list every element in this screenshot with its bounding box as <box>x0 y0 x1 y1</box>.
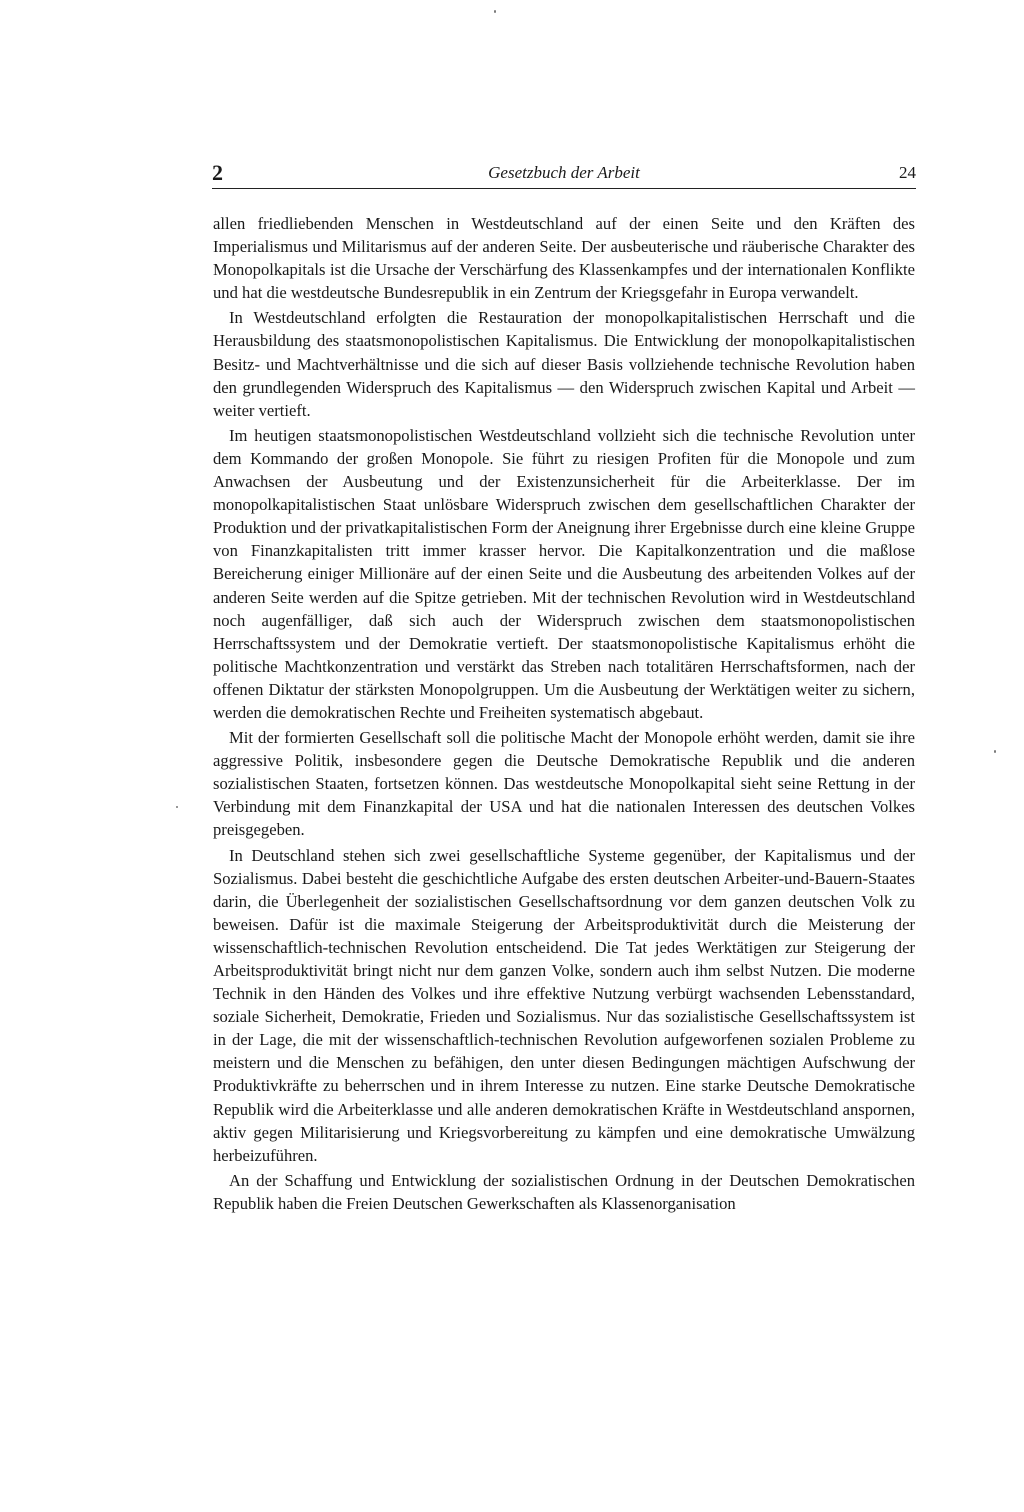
page-header <box>212 158 916 188</box>
chapter-number: 2 <box>212 160 223 185</box>
paragraph: Mit der formierten Gesellschaft soll die politische Macht der Monopole erhöht werden, damit sie ihre aggressive Politik, insbesondere gegen die Deutsche Demokratische Republik und die anderen sozialistischen Staaten, fortsetzen können. Das westdeutsche Monopolkapital sieht seine Rettung in der Verbindung mit dem Finanzkapital der USA und hat die nationalen Interessen des deutschen Volkes preisgegeben. <box>213 728 915 840</box>
body-text <box>213 212 915 1215</box>
paragraph: allen friedliebenden Menschen in Westdeutschland auf der einen Seite und den Kräften des Imperialismus und Militarismus auf der anderen Seite. Der ausbeuterische und räuberische Charakter des Monopolkapitals ist die Ursache der Verschärfung des Klassenkampfes und der internationalen Konflikte und hat die westdeutsche Bundesrepublik in ein Zentrum der Kriegsgefahr in Europa verwandelt. <box>213 214 915 303</box>
scan-speck <box>494 10 496 13</box>
paragraph: An der Schaffung und Entwicklung der sozialistischen Ordnung in der Deutschen Demokratischen Republik haben die Freien Deutschen Gewerkschaften als Klassenorganisation <box>213 1170 915 1213</box>
paragraph: Im heutigen staatsmonopolistischen Westdeutschland vollzieht sich die technische Revolution unter dem Kommando der großen Monopole. Sie führt zu riesigen Profiten für die Monopole und zum Anwachsen der Ausbeutung und der Existenzunsicherheit für die Arbeiterklasse. Der im monopolkapitalistischen Staat unlösbare Widerspruch zwischen dem gesellschaftlichen Charakter der Produktion und der privatkapitalistischen Form der Aneignung ihrer Ergebnisse durch eine kleine Gruppe von Finanzkapitalisten tritt immer krasser hervor. Die Kapitalkonzentration und die maßlose Bereicherung einiger Millionäre auf der einen Seite und die Ausbeutung des arbeitenden Volkes auf der anderen Seite werden auf die Spitze getrieben. Mit der technischen Revolution wird in Westdeutschland noch augenfälliger, daß sich auch der Widerspruch zwischen dem staatsmonopolistischen Herrschaftssystem und der Demokratie vertieft. Der staatsmonopolistische Kapitalismus erhöht die politische Machtkonzentration und verstärkt das Streben nach totalitären Herrschaftsformen, nach der offenen Diktatur der stärksten Monopolgruppen. Um die Ausbeutung der Werktätigen weiter zu sichern, werden die demokratischen Rechte und Freiheiten systematisch abgebaut. <box>213 425 915 722</box>
scan-speck <box>994 750 996 753</box>
header-rule <box>212 188 916 189</box>
paragraph: In Westdeutschland erfolgten die Restauration der monopolkapitalistischen Herrschaft und die Herausbildung des staatsmonopolistischen Kapitalismus. Die Entwicklung der monopolkapitalistischen Besitz- und Machtverhältnisse und die sich auf dieser Basis vollziehende technische Revolution haben den grundlegenden Widerspruch des Kapitalismus — den Widerspruch zwischen Kapital und Arbeit — weiter vertieft. <box>213 308 915 420</box>
running-title: Gesetzbuch der Arbeit <box>488 163 640 182</box>
scan-speck <box>176 806 178 808</box>
paragraph: In Deutschland stehen sich zwei gesellschaftliche Systeme gegenüber, der Kapitalismus und der Sozialismus. Dabei besteht die geschichtliche Aufgabe des ersten deutschen Arbeiter-und-Bauern-Staates darin, die Überlegenheit der sozialistischen Gesellschaftsordnung vor dem ganzen deutschen Volk zu beweisen. Dafür ist die maximale Steigerung der Arbeitsproduktivität durch die Meisterung der wissenschaftlich-technischen Revolution entscheidend. Die Tat jedes Werktätigen zur Steigerung der Arbeitsproduktivität bringt nicht nur dem ganzen Volke, sondern auch ihm selbst Nutzen. Die moderne Technik in den Händen des Volkes und ihre effektive Nutzung verbürgt wachsenden Lebensstandard, soziale Sicherheit, Demokratie, Frieden und Sozialismus. Nur das sozialistische Gesellschaftssystem ist in der Lage, die mit der wissenschaftlich-technischen Revolution aufgeworfenen sozialen Probleme zu meistern und die Menschen zu befähigen, den unter diesen Bedingungen mächtigen Aufschwung der Produktivkräfte zu beherrschen und in ihrem Interesse zu nutzen. Eine starke Deutsche Demokratische Republik wird die Arbeiterklasse und alle anderen demokratischen Kräfte in Westdeutschland anspornen, aktiv gegen Militarisierung und Kriegsvorbereitung zu kämpfen und eine demokratische Umwälzung herbeizuführen. <box>213 845 915 1165</box>
page-number: 24 <box>899 163 916 182</box>
